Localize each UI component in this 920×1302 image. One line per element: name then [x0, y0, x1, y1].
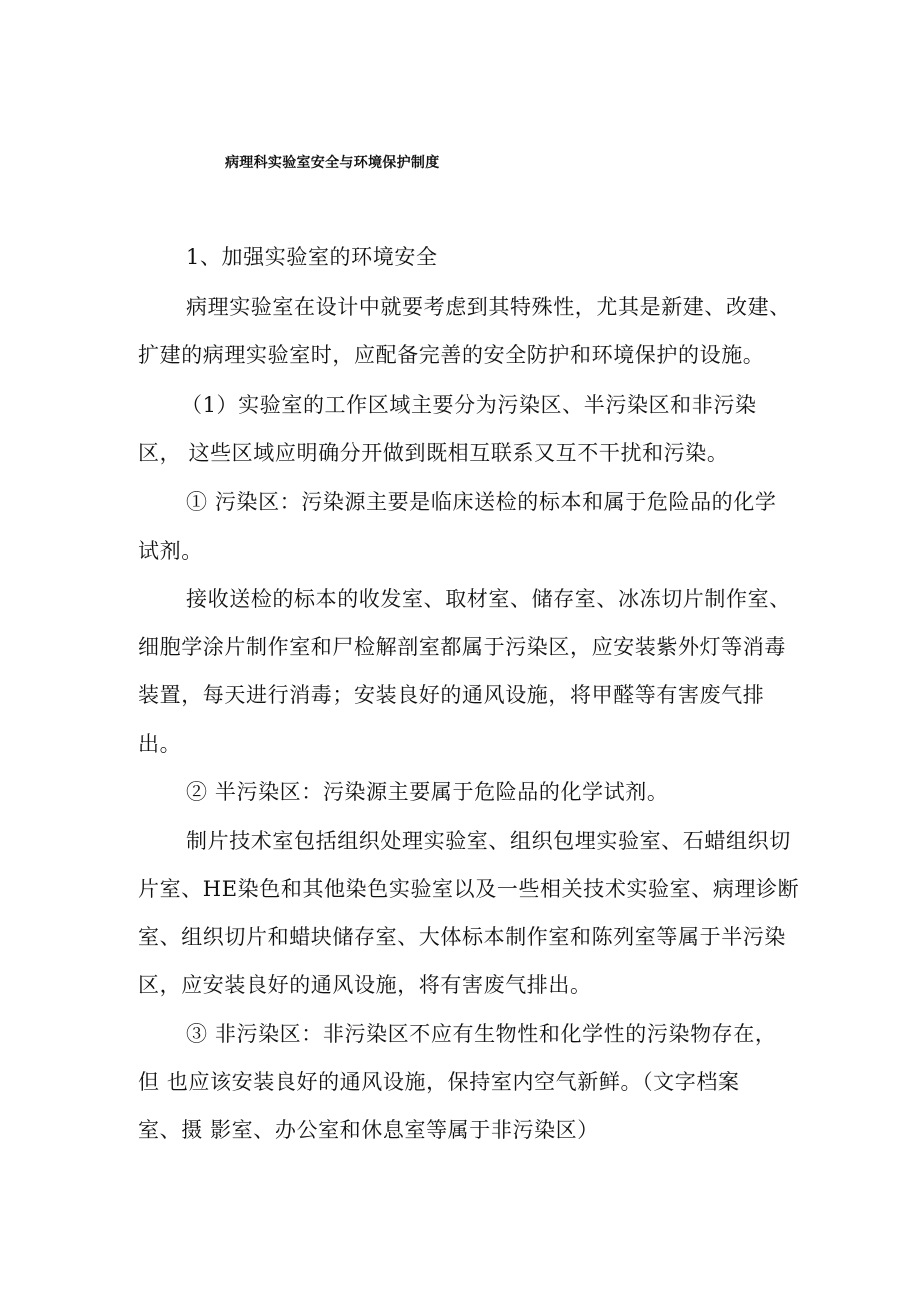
paragraph-line: 区， 这些区域应明确分开做到既相互联系又互不干扰和污染。 [138, 441, 729, 465]
paragraph-line: 室、摄 影室、办公室和休息室等属于非污染区） [138, 1118, 599, 1142]
paragraph-line: 室、组织切片和蜡块储存室、大体标本制作室和陈列室等属于半污染 [138, 925, 786, 949]
paragraph-line: 试剂。 [138, 539, 203, 563]
paragraph-line: 但 也应该安装良好的通风设施，保持室内空气新鲜。（文字档案 [138, 1070, 740, 1094]
section-heading: 1、加强实验室的环境安全 [186, 245, 438, 269]
paragraph-line: 病理实验室在设计中就要考虑到其特殊性，尤其是新建、改建、 [186, 295, 791, 319]
paragraph-line: 接收送检的标本的收发室、取材室、储存室、冰冻切片制作室、 [186, 587, 791, 611]
document-title: 病理科实验室安全与环境保护制度 [225, 155, 440, 171]
paragraph-line: ③ 非污染区：非污染区不应有生物性和化学性的污染物存在， [186, 1022, 777, 1046]
paragraph-line: 制片技术室包括组织处理实验室、组织包埋实验室、石蜡组织切 [186, 829, 791, 853]
paragraph-line: 细胞学涂片制作室和尸检解剖室都属于污染区，应安装紫外灯等消毒 [138, 635, 786, 659]
paragraph-line: ① 污染区：污染源主要是临床送检的标本和属于危险品的化学 [186, 490, 777, 514]
paragraph-line: 区，应安装良好的通风设施，将有害废气排出。 [138, 973, 592, 997]
paragraph-line: 出。 [138, 732, 182, 756]
paragraph-line: （1）实验室的工作区域主要分为污染区、半污染区和非污染 [181, 393, 757, 417]
paragraph-line: ② 半污染区：污染源主要属于危险品的化学试剂。 [186, 780, 669, 804]
paragraph-line: 扩建的病理实验室时，应配备完善的安全防护和环境保护的设施。 [138, 343, 765, 367]
paragraph-line: 装置，每天进行消毒；安装良好的通风设施，将甲醛等有害废气排 [138, 683, 765, 707]
paragraph-line: 片室、HE染色和其他染色实验室以及一些相关技术实验室、病理诊断 [138, 877, 800, 901]
